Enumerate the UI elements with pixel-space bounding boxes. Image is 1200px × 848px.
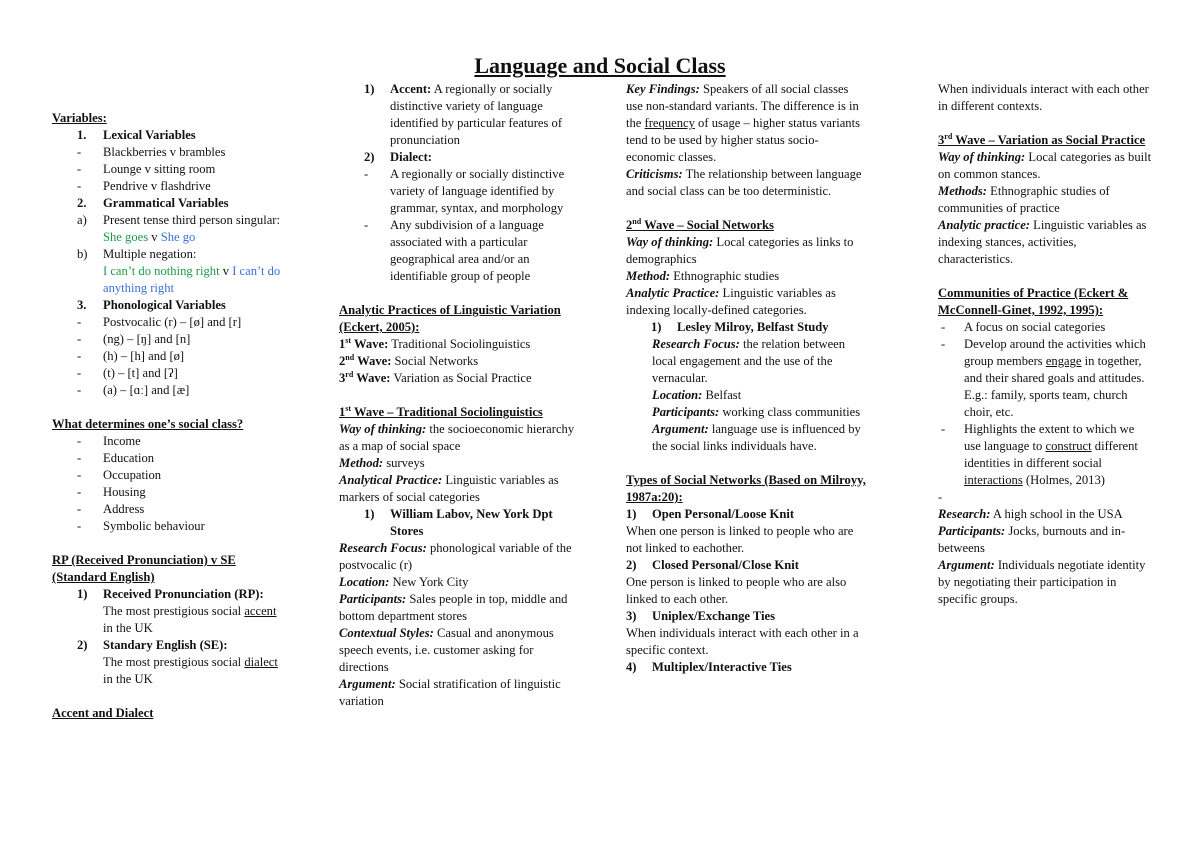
lexical-heading: 1. Lexical Variables — [77, 128, 196, 142]
list-item: a) Present tense third person singular: — [77, 213, 280, 227]
labov-research-focus: Research Focus: phonological variable of the postvocalic (r) — [339, 541, 572, 572]
accent-dialect-heading: Accent and Dialect — [52, 706, 154, 720]
rp-heading: 1) Received Pronunciation (RP): — [77, 587, 264, 601]
accent-definition: 1) Accent: A regionally or socially distinctive variety of language identified by particular features of pronunciation — [364, 82, 563, 147]
network-type-heading: 4) Multiplex/Interactive Ties — [626, 660, 792, 674]
cop-research: Research: A high school in the USA — [938, 507, 1123, 521]
list-item: - (ng) – [ŋ] and [n] — [77, 332, 191, 346]
social-class-heading: What determines one’s social class? — [52, 417, 244, 431]
network-types-heading: Types of Social Networks (Based on Milroyy, 1987a:20): — [626, 473, 866, 504]
list-item: - Symbolic behaviour — [77, 519, 205, 533]
list-item: - Education — [77, 451, 155, 465]
rp-definition: The most prestigious social accent in the UK — [103, 604, 277, 635]
phonological-heading: 3. Phonological Variables — [77, 298, 226, 312]
milroy-heading: 1) Lesley Milroy, Belfast Study — [651, 320, 829, 334]
network-type-description: One person is linked to people who are also linked to each other. — [626, 575, 847, 606]
wave-2-heading: 2nd Wave – Social Networks — [626, 216, 774, 232]
dash-marker: - — [938, 490, 943, 504]
se-heading: 2) Standary English (SE): — [77, 638, 228, 652]
column-1 — [52, 110, 287, 722]
milroy-participants: Participants: working class communities — [652, 405, 861, 419]
wave-3-methods: Methods: Ethnographic studies of communities of practice — [938, 184, 1110, 215]
cop-participants: Participants: Jocks, burnouts and in-betweens — [938, 524, 1126, 555]
list-item: - A focus on social categories — [941, 320, 1106, 334]
list-item: - Highlights the extent to which we use language to construct different identities in different social interactions (Holmes, 2013) — [941, 422, 1138, 487]
page-title: Language and Social Class — [474, 53, 726, 78]
key-findings: Key Findings: Speakers of all social classes use non-standard variants. The difference is in the frequency of usage – higher status variants tend to be used by higher status socio-economic classes. — [626, 82, 860, 164]
column-4 — [938, 81, 1153, 608]
list-item: b) Multiple negation: — [77, 247, 197, 261]
list-item: - (t) – [t] and [ʔ] — [77, 366, 178, 380]
labov-heading: 1) William Labov, New York Dpt Stores — [364, 507, 553, 538]
wave-1-method: Method: surveys — [339, 456, 425, 470]
milroy-argument: Argument: language use is influenced by the social links individuals have. — [652, 422, 861, 453]
example: I can’t do nothing right v I can’t do anything right — [103, 264, 281, 295]
list-item: - Lounge v sitting room — [77, 162, 216, 176]
list-item: - Blackberries v brambles — [77, 145, 226, 159]
criticisms: Criticisms: The relationship between language and social class can be too deterministic. — [626, 167, 862, 198]
list-item: - Develop around the activities which group members engage in together, and their shared goals and attitudes. E.g.: family, sports team, church choir, etc. — [941, 337, 1146, 419]
example: She goes v She go — [103, 230, 196, 244]
network-type-heading: 3) Uniplex/Exchange Ties — [626, 609, 776, 623]
list-item: - (h) – [h] and [ø] — [77, 349, 185, 363]
grammatical-heading: 2. Grammatical Variables — [77, 196, 229, 210]
list-item: - Address — [77, 502, 145, 516]
wave-2-method: Method: Ethnographic studies — [626, 269, 780, 283]
labov-location: Location: New York City — [339, 575, 469, 589]
wave-2-way: Way of thinking: Local categories as links to demographics — [626, 235, 854, 266]
cop-argument: Argument: Individuals negotiate identity by negotiating their participation in specific groups. — [938, 558, 1146, 606]
list-item: - A regionally or socially distinctive variety of language identified by grammar, syntax, and morphology — [364, 167, 565, 215]
milroy-research-focus: Research Focus: the relation between local engagement and the use of the vernacular. — [652, 337, 846, 385]
list-item: - (a) – [ɑː] and [æ] — [77, 383, 190, 397]
dialect-heading: 2) Dialect: — [364, 150, 432, 164]
list-item: - Postvocalic (r) – [ø] and [r] — [77, 315, 242, 329]
wave-1-heading: 1st Wave – Traditional Sociolinguistics — [339, 403, 543, 419]
wave-3-summary: 3rd Wave: Variation as Social Practice — [339, 369, 532, 385]
list-item: - Housing — [77, 485, 146, 499]
network-type-description: When individuals interact with each other in different contexts. — [938, 82, 1149, 113]
labov-participants: Participants: Sales people in top, middle and bottom department stores — [339, 592, 568, 623]
list-item: - Income — [77, 434, 141, 448]
wave-3-heading: 3rd Wave – Variation as Social Practice — [938, 131, 1146, 147]
network-type-heading: 1) Open Personal/Loose Knit — [626, 507, 795, 521]
wave-3-practice: Analytic practice: Linguistic variables as indexing stances, activities, characteristics. — [938, 218, 1147, 266]
wave-1-practice: Analytical Practice: Linguistic variables as markers of social categories — [339, 473, 559, 504]
labov-contextual-styles: Contextual Styles: Casual and anonymous speech events, i.e. customer asking for directions — [339, 626, 554, 674]
milroy-location: Location: Belfast — [652, 388, 742, 402]
network-type-heading: 2) Closed Personal/Close Knit — [626, 558, 799, 572]
wave-1-summary: 1st Wave: Traditional Sociolinguistics — [339, 335, 531, 351]
list-item: - Pendrive v flashdrive — [77, 179, 211, 193]
wave-1-way: Way of thinking: the socioeconomic hierarchy as a map of social space — [339, 422, 575, 453]
variables-heading: Variables: — [52, 111, 107, 125]
communities-heading: Communities of Practice (Eckert & McConnell-Ginet, 1992, 1995): — [938, 286, 1129, 317]
column-2 — [339, 81, 579, 710]
network-type-description: When individuals interact with each other in a specific context. — [626, 626, 859, 657]
wave-2-practice: Analytic Practice: Linguistic variables as indexing locally-defined categories. — [626, 286, 836, 317]
column-3 — [626, 81, 866, 676]
se-definition: The most prestigious social dialect in the UK — [103, 655, 278, 686]
wave-2-summary: 2nd Wave: Social Networks — [339, 352, 479, 368]
list-item: - Any subdivision of a language associated with a particular geographical area and/or an identifiable group of people — [364, 218, 544, 283]
labov-argument: Argument: Social stratification of linguistic variation — [339, 677, 561, 708]
network-type-description: When one person is linked to people who are not linked to eachother. — [626, 524, 854, 555]
wave-3-way: Way of thinking: Local categories as built on common stances. — [938, 150, 1152, 181]
list-item: - Occupation — [77, 468, 162, 482]
rp-se-heading: RP (Received Pronunciation) v SE (Standard English) — [52, 553, 236, 584]
analytic-practices-heading: Analytic Practices of Linguistic Variation (Eckert, 2005): — [339, 303, 561, 334]
